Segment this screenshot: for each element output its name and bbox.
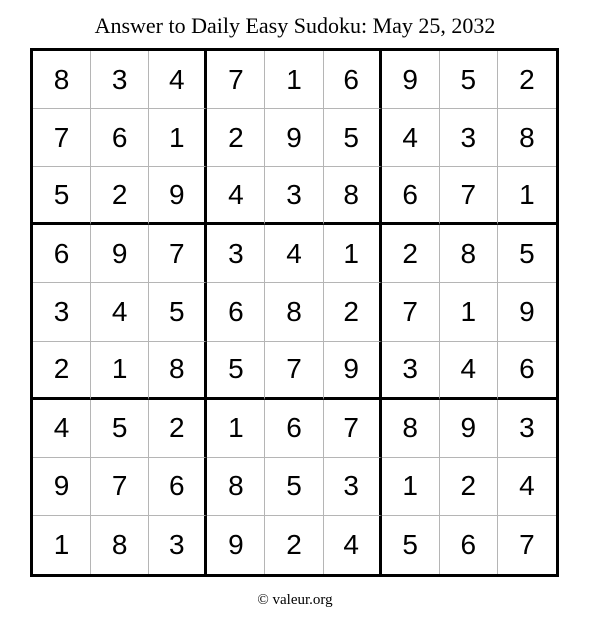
sudoku-cell: 2	[382, 225, 440, 283]
sudoku-cell: 4	[382, 109, 440, 167]
sudoku-cell: 7	[440, 167, 498, 225]
sudoku-cell: 9	[324, 342, 382, 400]
sudoku-cell: 6	[91, 109, 149, 167]
sudoku-cell: 7	[149, 225, 207, 283]
sudoku-cell: 3	[265, 167, 323, 225]
sudoku-cell: 1	[33, 516, 91, 574]
sudoku-cell: 7	[91, 458, 149, 516]
sudoku-cell: 8	[33, 51, 91, 109]
sudoku-cell: 2	[91, 167, 149, 225]
sudoku-cell: 9	[149, 167, 207, 225]
sudoku-cell: 3	[91, 51, 149, 109]
sudoku-cell: 1	[498, 167, 556, 225]
sudoku-cell: 4	[91, 283, 149, 341]
sudoku-cell: 4	[498, 458, 556, 516]
sudoku-cell: 8	[382, 400, 440, 458]
sudoku-cell: 9	[265, 109, 323, 167]
sudoku-cell: 9	[33, 458, 91, 516]
sudoku-cell: 2	[33, 342, 91, 400]
sudoku-cell: 3	[207, 225, 265, 283]
sudoku-cell: 3	[33, 283, 91, 341]
sudoku-cell: 6	[265, 400, 323, 458]
sudoku-cell: 5	[382, 516, 440, 574]
sudoku-cell: 6	[440, 516, 498, 574]
page-title: Answer to Daily Easy Sudoku: May 25, 2032	[94, 13, 496, 38]
sudoku-cell: 1	[324, 225, 382, 283]
sudoku-cell: 5	[440, 51, 498, 109]
sudoku-cell: 8	[324, 167, 382, 225]
sudoku-cell: 2	[149, 400, 207, 458]
sudoku-cell: 5	[91, 400, 149, 458]
sudoku-cell: 8	[440, 225, 498, 283]
sudoku-cell: 8	[149, 342, 207, 400]
sudoku-cell: 7	[324, 400, 382, 458]
sudoku-cell: 5	[265, 458, 323, 516]
sudoku-cell: 9	[207, 516, 265, 574]
sudoku-cell: 4	[440, 342, 498, 400]
sudoku-cell: 2	[498, 51, 556, 109]
sudoku-cell: 3	[324, 458, 382, 516]
copyright-footer: © valeur.org	[257, 592, 333, 608]
sudoku-cell: 7	[519, 528, 535, 560]
sudoku-cell: 4	[265, 225, 323, 283]
sudoku-cell: 3	[149, 516, 207, 574]
sudoku-cell: 5	[498, 225, 556, 283]
sudoku-cell: 3	[498, 400, 556, 458]
sudoku-cell: 8	[498, 109, 556, 167]
sudoku-cell: 6	[207, 283, 265, 341]
sudoku-cell: 6	[324, 51, 382, 109]
sudoku-cell: 9	[382, 51, 440, 109]
sudoku-cell: 1	[207, 400, 265, 458]
sudoku-cell: 6	[149, 458, 207, 516]
sudoku-cell: 4	[207, 167, 265, 225]
sudoku-cell: 6	[33, 225, 91, 283]
sudoku-cell: 4	[149, 51, 207, 109]
sudoku-cell: 7	[265, 342, 323, 400]
sudoku-cell: 6	[382, 167, 440, 225]
sudoku-cell: 5	[149, 283, 207, 341]
sudoku-cell: 1	[91, 342, 149, 400]
sudoku-cell: 1	[382, 458, 440, 516]
sudoku-cell: 5	[33, 167, 91, 225]
sudoku-cell: 4	[33, 400, 91, 458]
sudoku-cell: 7	[33, 109, 91, 167]
sudoku-cell: 1	[149, 109, 207, 167]
sudoku-cell: 6	[498, 342, 556, 400]
sudoku-cell: 3	[440, 109, 498, 167]
sudoku-cell: 9	[91, 225, 149, 283]
sudoku-cell: 2	[440, 458, 498, 516]
sudoku-cell: 8	[265, 283, 323, 341]
sudoku-cell: 5	[324, 109, 382, 167]
sudoku-cell: 8	[91, 516, 149, 574]
sudoku-cell: 2	[207, 109, 265, 167]
sudoku-board	[30, 48, 559, 577]
sudoku-cell: 7	[207, 51, 265, 109]
sudoku-cell: 8	[207, 458, 265, 516]
sudoku-cell: 3	[382, 342, 440, 400]
sudoku-cell: 2	[265, 516, 323, 574]
sudoku-cell: 4	[324, 516, 382, 574]
sudoku-cell: 9	[440, 400, 498, 458]
sudoku-cell: 1	[265, 51, 323, 109]
sudoku-cell: 2	[324, 283, 382, 341]
sudoku-cell: 5	[207, 342, 265, 400]
sudoku-cell: 1	[440, 283, 498, 341]
sudoku-cell: 7	[382, 283, 440, 341]
sudoku-cell: 9	[498, 283, 556, 341]
